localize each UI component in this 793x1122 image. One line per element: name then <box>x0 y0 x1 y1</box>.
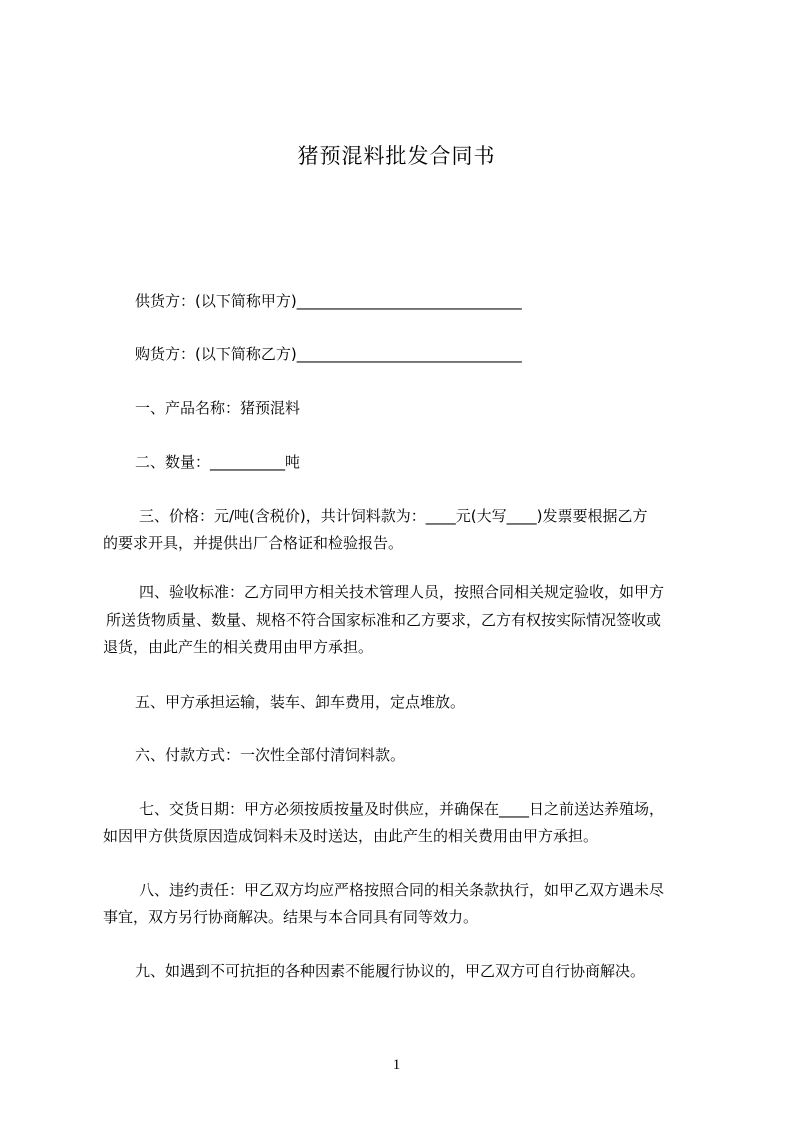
clause-4-acceptance-line-3: 退货，由此产生的相关费用由甲方承担。 <box>103 638 374 656</box>
clause-7-delivery-line-2: 如因甲方供货原因造成饲料未及时送达，由此产生的相关费用由甲方承担。 <box>103 827 599 845</box>
page-number: 1 <box>392 1057 401 1073</box>
clause-6-payment: 六、付款方式：一次性全部付清饲料款。 <box>135 746 406 764</box>
document-title: 猪预混料批发合同书 <box>297 144 496 168</box>
clause-3-price-line-2: 的要求开具，并提供出厂合格证和检验报告。 <box>103 534 404 552</box>
clause-1-product-name: 一、产品名称：猪预混料 <box>135 399 301 417</box>
clause-3-price-line-1: 三、价格：元/吨(含税价)，共计饲料款为：____元(大写____)发票要根据乙方 <box>139 507 648 525</box>
buyer-line: 购货方：(以下简称乙方)______________________________ <box>135 345 522 363</box>
clause-4-acceptance-line-2: 所送货物质量、数量、规格不符合国家标准和乙方要求，乙方有权按实际情况签收或 <box>106 611 662 629</box>
clause-8-liability-line-1: 八、违约责任：甲乙双方均应严格按照合同的相关条款执行，如甲乙双方遇未尽 <box>139 881 665 899</box>
supplier-line: 供货方：(以下简称甲方)______________________________ <box>135 292 522 310</box>
clause-5-transport: 五、甲方承担运输，装车、卸车费用，定点堆放。 <box>135 693 466 711</box>
clause-2-quantity: 二、数量：__________吨 <box>135 453 301 471</box>
clause-4-acceptance-line-1: 四、验收标准：乙方同甲方相关技术管理人员，按照合同相关规定验收，如甲方 <box>139 583 665 601</box>
clause-8-liability-line-2: 事宜，双方另行协商解决。结果与本合同具有同等效力。 <box>103 908 479 926</box>
clause-7-delivery-line-1: 七、交货日期：甲方必须按质按量及时供应，并确保在____日之前送达养殖场， <box>139 800 665 818</box>
clause-9-force-majeure: 九、如遇到不可抗拒的各种因素不能履行协议的，甲乙双方可自行协商解决。 <box>135 962 646 980</box>
